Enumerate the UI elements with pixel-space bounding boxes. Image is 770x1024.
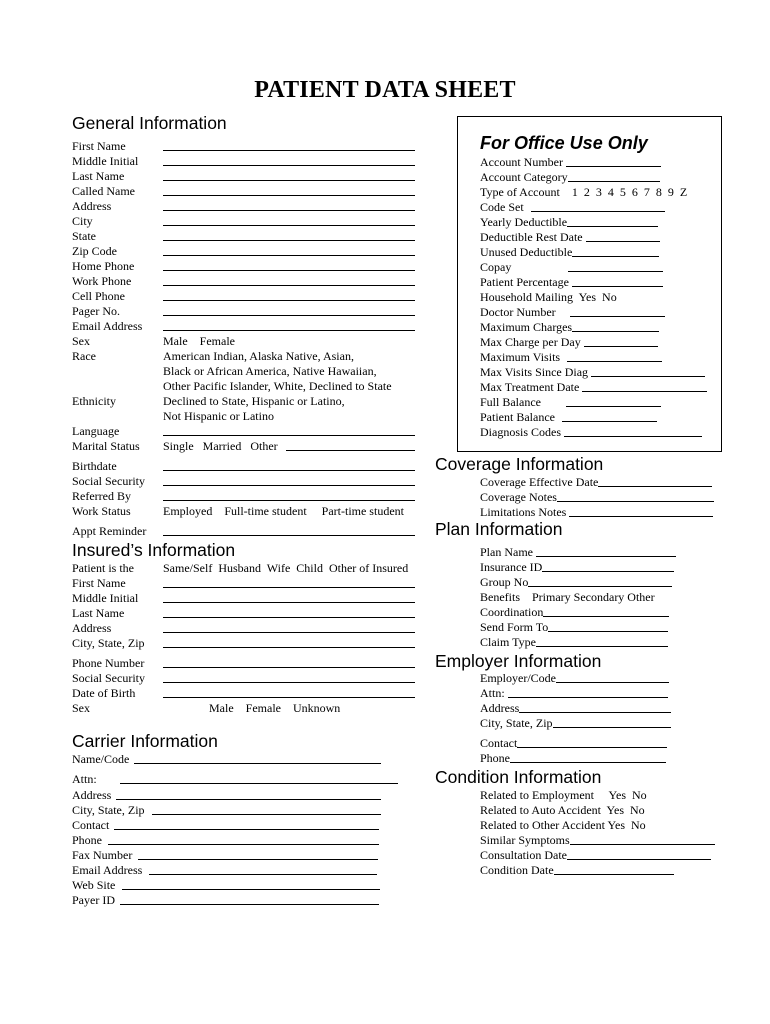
field-label: Email Address (72, 863, 143, 877)
pager-input[interactable] (163, 315, 415, 316)
carrier-city-state-zip-input[interactable] (152, 814, 381, 815)
household-mailing-options[interactable]: Yes No (578, 290, 617, 304)
field-label: Diagnosis Codes (480, 425, 561, 439)
field-label: Social Security (72, 474, 145, 488)
insured-dob-row (72, 686, 417, 701)
field-label: Type of Account (480, 185, 560, 199)
carrier-payer-id-input[interactable] (120, 904, 379, 905)
field-label: Coordination (480, 605, 544, 619)
field-label: Related to Other Accident (480, 818, 605, 832)
office-row (480, 395, 661, 410)
condition-row (480, 833, 715, 848)
carrier-contact-input[interactable] (114, 829, 379, 830)
cell-phone-input[interactable] (163, 300, 415, 301)
plan-information-heading: Plan Information (435, 519, 563, 539)
carrier-city-row (72, 803, 392, 818)
employer-row (480, 701, 671, 716)
home-phone-input[interactable] (163, 270, 415, 271)
insured-patient-is-row (72, 561, 422, 576)
carrier-website-input[interactable] (122, 889, 380, 890)
general-pager-row (72, 304, 417, 319)
insured-last-name-input[interactable] (163, 617, 415, 618)
field-label: Fax Number (72, 848, 133, 862)
field-label: Pager No. (72, 304, 120, 318)
field-label: Payer ID (72, 893, 115, 907)
carrier-attn-row (72, 772, 402, 787)
condition-row (480, 803, 645, 818)
account-type-options[interactable]: 1 2 3 4 5 6 7 8 9 Z (571, 185, 688, 199)
field-label: Race (72, 349, 96, 363)
field-label: Language (72, 424, 120, 438)
group-no-input[interactable] (528, 575, 672, 587)
condition-row (480, 818, 646, 833)
insured-last-name-row (72, 606, 417, 621)
condition-information-heading: Condition Information (435, 767, 602, 787)
similar-symptoms-input[interactable] (570, 833, 715, 845)
field-label: Attn: (72, 772, 97, 786)
account-number-input[interactable] (566, 155, 661, 167)
insured-address-row (72, 621, 417, 636)
field-label: Limitations Notes (480, 505, 567, 519)
field-label: Account Number (480, 155, 563, 169)
field-label: Related to Auto Accident (480, 803, 601, 817)
city-input[interactable] (163, 225, 415, 226)
field-label: Consultation Date (480, 848, 567, 862)
field-label: Marital Status (72, 439, 140, 453)
employment-yes-no[interactable]: Yes No (608, 788, 647, 802)
coverage-information-heading: Coverage Information (435, 454, 604, 474)
field-label: City, State, Zip (72, 636, 145, 650)
field-label: Send Form To (480, 620, 549, 634)
language-input[interactable] (163, 435, 415, 436)
field-label: Birthdate (72, 459, 117, 473)
field-label: Sex (72, 701, 90, 715)
patient-percentage-input[interactable] (572, 275, 663, 287)
field-label: Phone (480, 751, 510, 765)
marital-options[interactable]: Single Married Other (163, 439, 278, 453)
insured-first-name-input[interactable] (163, 587, 415, 588)
condition-row (480, 848, 711, 863)
auto-accident-yes-no[interactable]: Yes No (606, 803, 645, 817)
carrier-phone-row (72, 833, 392, 848)
field-label: Phone (72, 833, 102, 847)
maximum-visits-input[interactable] (567, 350, 662, 362)
field-label: Last Name (72, 606, 125, 620)
field-label: Condition Date (480, 863, 554, 877)
copay-input[interactable] (568, 260, 663, 272)
insured-phone-input[interactable] (163, 667, 415, 668)
sex-options[interactable]: Male Female (163, 334, 235, 348)
field-label: Web Site (72, 878, 116, 892)
appt-reminder-input[interactable] (163, 535, 415, 536)
field-label: Maximum Visits (480, 350, 561, 364)
marital-other-input[interactable] (286, 450, 415, 451)
field-label: City, State, Zip (480, 716, 553, 730)
field-label: Code Set (480, 200, 524, 214)
employer-row (480, 736, 667, 751)
field-label: Zip Code (72, 244, 117, 258)
employer-row (480, 686, 668, 701)
plan-row (480, 605, 669, 620)
race-options-line[interactable]: American Indian, Alaska Native, Asian, (163, 349, 354, 363)
field-label: First Name (72, 576, 126, 590)
general-referred-row (72, 489, 417, 504)
carrier-name-input[interactable] (134, 763, 381, 764)
employer-row (480, 751, 666, 766)
office-use-heading: For Office Use Only (480, 133, 648, 153)
coverage-row (480, 490, 714, 505)
general-cell-phone-row (72, 289, 417, 304)
office-row (480, 350, 662, 365)
condition-row (480, 788, 647, 803)
general-called-name-row (72, 184, 417, 199)
field-label: Attn: (480, 686, 505, 700)
insured-middle-initial-input[interactable] (163, 602, 415, 603)
employer-city-state-zip-input[interactable] (553, 716, 671, 728)
max-treatment-date-input[interactable] (582, 380, 707, 392)
carrier-website-row (72, 878, 392, 893)
carrier-fax-row (72, 848, 392, 863)
patient-balance-input[interactable] (562, 410, 657, 422)
doctor-number-input[interactable] (570, 305, 665, 317)
address-input[interactable] (163, 210, 415, 211)
carrier-information-heading: Carrier Information (72, 731, 218, 751)
field-label: Deductible Rest Date (480, 230, 583, 244)
condition-row (480, 863, 674, 878)
social-security-input[interactable] (163, 485, 415, 486)
email-input[interactable] (163, 330, 415, 331)
race-options-line[interactable]: Other Pacific Islander, White, Declined to State (163, 379, 392, 393)
field-label: Group No (480, 575, 529, 589)
field-label: State (72, 229, 96, 243)
plan-row (480, 560, 674, 575)
consultation-date-input[interactable] (567, 848, 711, 860)
coverage-row (480, 475, 712, 490)
general-last-name-row (72, 169, 417, 184)
field-label: Contact (72, 818, 110, 832)
carrier-attn-input[interactable] (120, 783, 398, 784)
state-input[interactable] (163, 240, 415, 241)
office-row (480, 275, 663, 290)
general-work-phone-row (72, 274, 417, 289)
employer-contact-input[interactable] (517, 736, 667, 748)
field-label: Address (72, 788, 112, 802)
carrier-address-input[interactable] (116, 799, 381, 800)
field-label: Sex (72, 334, 90, 348)
field-label: Yearly Deductible (480, 215, 568, 229)
carrier-email-input[interactable] (149, 874, 377, 875)
general-ssn-row (72, 474, 417, 489)
account-category-input[interactable] (568, 170, 660, 182)
field-label: Date of Birth (72, 686, 136, 700)
condition-date-input[interactable] (554, 863, 674, 875)
benefits-options[interactable]: Primary Secondary Other (532, 590, 655, 604)
office-row (480, 170, 660, 185)
insured-first-name-row (72, 576, 417, 591)
insurance-id-input[interactable] (542, 560, 674, 572)
field-label: Maximum Charges (480, 320, 573, 334)
limitations-notes-input[interactable] (569, 505, 713, 517)
office-row (480, 335, 658, 350)
general-city-row (72, 214, 417, 229)
employer-phone-input[interactable] (510, 751, 666, 763)
insured-city-state-zip-input[interactable] (163, 647, 415, 648)
carrier-phone-input[interactable] (108, 844, 379, 845)
coverage-row (480, 505, 713, 520)
office-row (480, 215, 658, 230)
coordination-input[interactable] (543, 605, 669, 617)
employer-address-input[interactable] (519, 701, 671, 713)
field-label: Middle Initial (72, 154, 139, 168)
plan-row (480, 635, 668, 650)
field-label: Cell Phone (72, 289, 125, 303)
office-row (480, 425, 702, 440)
coverage-effective-date-input[interactable] (598, 475, 712, 487)
field-label: Unused Deductible (480, 245, 573, 259)
general-information-heading: General Information (72, 113, 227, 133)
office-row (480, 290, 617, 305)
general-language-row (72, 424, 417, 439)
office-row (480, 410, 657, 425)
field-label: City, State, Zip (72, 803, 145, 817)
field-label: Address (480, 701, 520, 715)
field-label: Benefits (480, 590, 520, 604)
field-label: Address (72, 621, 112, 635)
insured-address-input[interactable] (163, 632, 415, 633)
insured-dob-input[interactable] (163, 697, 415, 698)
general-marital-row (72, 439, 417, 454)
office-row (480, 155, 661, 170)
field-label: Account Category (480, 170, 568, 184)
race-options-line[interactable]: Black or African America, Native Hawaiian, (163, 364, 377, 378)
office-row (480, 245, 659, 260)
field-label: Max Visits Since Diag (480, 365, 589, 379)
office-row (480, 320, 659, 335)
field-label: Phone Number (72, 656, 145, 670)
field-label: Patient is the (72, 561, 134, 575)
insured-city-row (72, 636, 417, 651)
office-row (480, 185, 687, 200)
middle-initial-input[interactable] (163, 165, 415, 166)
yearly-deductible-input[interactable] (567, 215, 658, 227)
diagnosis-codes-input[interactable] (564, 425, 702, 437)
page-title: PATIENT DATA SHEET (254, 77, 516, 103)
plan-name-input[interactable] (536, 545, 676, 557)
field-label: Coverage Effective Date (480, 475, 599, 489)
code-set-input[interactable] (531, 200, 665, 212)
maximum-charges-input[interactable] (572, 320, 659, 332)
insured-social-security-input[interactable] (163, 682, 415, 683)
field-label: Related to Employment (480, 788, 594, 802)
first-name-input[interactable] (163, 150, 415, 151)
field-label: Social Security (72, 671, 145, 685)
general-state-row (72, 229, 417, 244)
field-label: First Name (72, 139, 126, 153)
carrier-contact-row (72, 818, 392, 833)
office-row (480, 260, 663, 275)
field-label: Doctor Number (480, 305, 556, 319)
field-label: Home Phone (72, 259, 135, 273)
general-appt-row (72, 524, 417, 539)
field-label: Patient Balance (480, 410, 555, 424)
ethnicity-options-line[interactable]: Not Hispanic or Latino (163, 409, 274, 423)
deductible-rest-date-input[interactable] (586, 230, 660, 242)
employer-attn-input[interactable] (508, 686, 668, 698)
field-label: Work Status (72, 504, 131, 518)
carrier-address-row (72, 788, 392, 803)
plan-row (480, 590, 655, 605)
insured-sex-row (72, 701, 417, 716)
field-label: Max Treatment Date (480, 380, 580, 394)
office-row (480, 230, 660, 245)
unused-deductible-input[interactable] (572, 245, 659, 257)
field-label: City (72, 214, 93, 228)
general-zip-row (72, 244, 417, 259)
ethnicity-options-line[interactable]: Declined to State, Hispanic or Latino, (163, 394, 345, 408)
carrier-fax-input[interactable] (138, 859, 378, 860)
office-row (480, 380, 707, 395)
employer-row (480, 716, 671, 731)
called-name-input[interactable] (163, 195, 415, 196)
general-first-name-row (72, 139, 417, 154)
other-accident-yes-no[interactable]: Yes No (607, 818, 646, 832)
work-status-options[interactable]: Employed Full-time student Part-time student (163, 504, 404, 518)
field-label: Plan Name (480, 545, 533, 559)
field-label: Last Name (72, 169, 125, 183)
field-label: Full Balance (480, 395, 541, 409)
field-label: Contact (480, 736, 518, 750)
full-balance-input[interactable] (566, 395, 661, 407)
carrier-name-row (72, 752, 392, 767)
insured-middle-initial-row (72, 591, 417, 606)
plan-row (480, 575, 672, 590)
employer-row (480, 671, 669, 686)
work-phone-input[interactable] (163, 285, 415, 286)
general-race-row (72, 349, 417, 364)
patient-relation-options[interactable]: Same/Self Husband Wife Child Other of Insured (163, 561, 409, 575)
insured-phone-row (72, 656, 417, 671)
general-sex-row (72, 334, 417, 349)
plan-row (480, 545, 676, 560)
field-label: Name/Code (72, 752, 130, 766)
general-email-row (72, 319, 417, 334)
employer-code-input[interactable] (556, 671, 669, 683)
field-label: Copay (480, 260, 512, 274)
birthdate-input[interactable] (163, 470, 415, 471)
office-row (480, 365, 705, 380)
last-name-input[interactable] (163, 180, 415, 181)
field-label: Claim Type (480, 635, 536, 649)
insured-ssn-row (72, 671, 417, 686)
general-race-row-3 (72, 379, 417, 394)
office-row (480, 305, 665, 320)
send-form-to-input[interactable] (548, 620, 668, 632)
max-charge-per-day-input[interactable] (584, 335, 658, 347)
field-label: Email Address (72, 319, 143, 333)
general-work-status-row (72, 504, 417, 519)
field-label: Similar Symptoms (480, 833, 570, 847)
general-race-row-2 (72, 364, 417, 379)
field-label: Coverage Notes (480, 490, 557, 504)
field-label: Household Mailing (480, 290, 573, 304)
general-address-row (72, 199, 417, 214)
max-visits-since-diag-input[interactable] (591, 365, 705, 377)
carrier-email-row (72, 863, 392, 878)
referred-by-input[interactable] (163, 500, 415, 501)
general-ethnicity-row-2 (72, 409, 417, 424)
field-label: Max Charge per Day (480, 335, 581, 349)
general-ethnicity-row (72, 394, 417, 409)
general-middle-initial-row (72, 154, 417, 169)
field-label: Address (72, 199, 112, 213)
field-label: Appt Reminder (72, 524, 147, 538)
claim-type-input[interactable] (536, 635, 668, 647)
zip-code-input[interactable] (163, 255, 415, 256)
general-birthdate-row (72, 459, 417, 474)
field-label: Patient Percentage (480, 275, 569, 289)
office-row (480, 200, 665, 215)
field-label: Ethnicity (72, 394, 116, 408)
employer-information-heading: Employer Information (435, 651, 602, 671)
plan-row (480, 620, 668, 635)
field-label: Called Name (72, 184, 135, 198)
field-label: Work Phone (72, 274, 132, 288)
insured-sex-options[interactable]: Male Female Unknown (209, 701, 341, 715)
field-label: Middle Initial (72, 591, 139, 605)
field-label: Employer/Code (480, 671, 556, 685)
general-home-phone-row (72, 259, 417, 274)
field-label: Insurance ID (480, 560, 543, 574)
coverage-notes-input[interactable] (557, 490, 714, 502)
carrier-payer-id-row (72, 893, 392, 908)
field-label: Referred By (72, 489, 131, 503)
insured-information-heading: Insured’s Information (72, 540, 236, 560)
